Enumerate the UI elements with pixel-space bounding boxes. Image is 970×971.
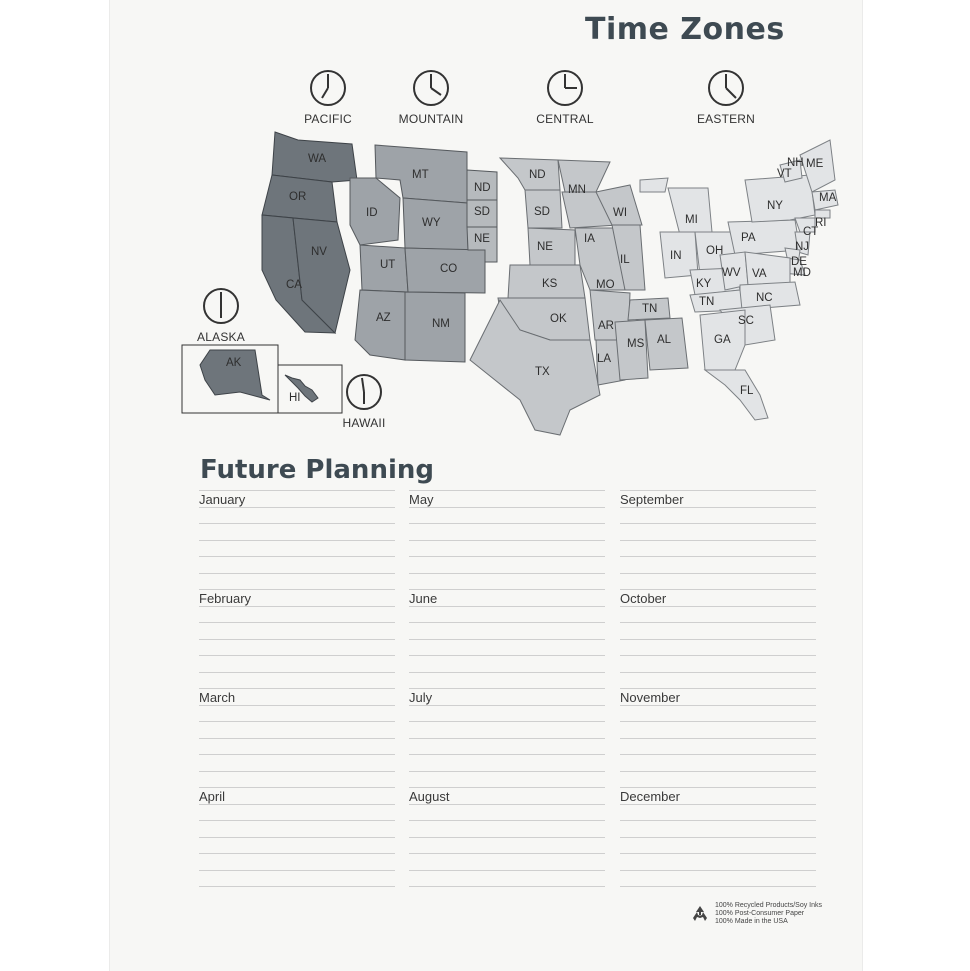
writing-line: [620, 639, 816, 640]
writing-line: [199, 490, 395, 491]
state-label: DE: [791, 256, 807, 268]
state-label: ND: [529, 169, 546, 181]
writing-line: [199, 837, 395, 838]
state-label: MA: [819, 192, 837, 204]
writing-line: [620, 837, 816, 838]
state-label: NM: [432, 318, 450, 330]
writing-line: [620, 787, 816, 788]
state-label: MO: [596, 279, 615, 291]
state-label: TX: [535, 366, 550, 378]
state-label: WA: [308, 153, 327, 165]
zone-label-alaska: ALASKA: [197, 330, 245, 344]
state-label: MN: [568, 184, 586, 196]
writing-line: [620, 870, 816, 871]
writing-line: [199, 820, 395, 821]
state-label: SD: [474, 206, 490, 218]
state-label: UT: [380, 259, 396, 271]
state-label: NC: [756, 292, 773, 304]
writing-line: [199, 573, 395, 574]
zone-label-hawaii: HAWAII: [342, 416, 386, 430]
writing-line: [620, 523, 816, 524]
state-label: NV: [311, 246, 327, 258]
writing-line: [199, 886, 395, 887]
writing-line: [409, 804, 605, 805]
state-label: IN: [670, 250, 682, 262]
writing-line: [409, 738, 605, 739]
footer-line: 100% Post-Consumer Paper: [715, 910, 805, 917]
state-label: IA: [584, 233, 595, 245]
writing-line: [199, 540, 395, 541]
state-label: ME: [806, 158, 824, 170]
writing-line: [620, 771, 816, 772]
month-label: March: [199, 690, 236, 705]
writing-line: [620, 820, 816, 821]
writing-line: [409, 507, 605, 508]
state-label: IL: [620, 254, 630, 266]
state-label: MD: [793, 267, 811, 279]
page-title: Time Zones: [585, 12, 785, 47]
writing-line: [409, 490, 605, 491]
writing-line: [199, 688, 395, 689]
writing-line: [620, 688, 816, 689]
month-label: February: [199, 591, 252, 606]
planning-title: Future Planning: [200, 455, 434, 485]
writing-line: [199, 853, 395, 854]
writing-line: [620, 804, 816, 805]
writing-line: [620, 573, 816, 574]
writing-line: [199, 721, 395, 722]
state-label: NY: [767, 200, 783, 212]
writing-line: [409, 655, 605, 656]
state-label: AZ: [376, 312, 391, 324]
writing-line: [409, 688, 605, 689]
state-label: SC: [738, 315, 754, 327]
zone-label-mountain: MOUNTAIN: [398, 112, 464, 126]
month-label: April: [199, 789, 226, 804]
state-label: NE: [474, 233, 490, 245]
writing-line: [620, 672, 816, 673]
state-label: WI: [613, 207, 628, 219]
writing-line: [409, 886, 605, 887]
state-label: CA: [286, 279, 302, 291]
writing-line: [199, 738, 395, 739]
state-label: CO: [440, 263, 458, 275]
state-label: KS: [542, 278, 558, 290]
writing-line: [199, 639, 395, 640]
state-label: VA: [752, 268, 767, 280]
footer-text: [715, 902, 822, 926]
writing-line: [199, 771, 395, 772]
month-label: January: [199, 492, 246, 507]
writing-line: [620, 622, 816, 623]
writing-line: [409, 853, 605, 854]
writing-line: [620, 754, 816, 755]
state-label: WV: [722, 267, 741, 279]
state-label: MI: [685, 214, 698, 226]
writing-line: [199, 672, 395, 673]
writing-line: [409, 771, 605, 772]
state-label: RI: [815, 217, 827, 229]
writing-line: [199, 870, 395, 871]
state-label: HI: [289, 392, 301, 404]
writing-line: [620, 705, 816, 706]
state-label: WY: [422, 217, 441, 229]
writing-line: [199, 622, 395, 623]
state-label: ND: [474, 182, 491, 194]
central-zone: [470, 158, 688, 435]
writing-line: [409, 820, 605, 821]
writing-line: [199, 556, 395, 557]
state-label: CT: [803, 226, 819, 238]
zone-label-eastern: EASTERN: [696, 112, 756, 126]
month-label: May: [409, 492, 434, 507]
writing-line: [620, 556, 816, 557]
writing-line: [199, 589, 395, 590]
recycle-icon: [690, 904, 710, 924]
writing-line: [199, 655, 395, 656]
writing-line: [620, 490, 816, 491]
state-label: OR: [289, 191, 307, 203]
writing-line: [199, 606, 395, 607]
writing-line: [620, 721, 816, 722]
month-label: August: [409, 789, 450, 804]
writing-line: [199, 507, 395, 508]
writing-line: [409, 606, 605, 607]
eastern-zone: [640, 140, 838, 420]
writing-line: [409, 705, 605, 706]
state-label: AL: [657, 334, 672, 346]
month-label: October: [620, 591, 667, 606]
state-label: AR: [598, 320, 614, 332]
state-label: OH: [706, 245, 724, 257]
writing-line: [199, 787, 395, 788]
writing-line: [199, 754, 395, 755]
writing-line: [620, 540, 816, 541]
state-label: MT: [412, 169, 429, 181]
state-label: FL: [740, 385, 754, 397]
writing-line: [199, 804, 395, 805]
writing-line: [620, 589, 816, 590]
writing-line: [409, 787, 605, 788]
month-label: July: [409, 690, 433, 705]
state-label: SD: [534, 206, 550, 218]
writing-line: [620, 738, 816, 739]
writing-line: [409, 540, 605, 541]
footer-line: 100% Recycled Products/Soy Inks: [715, 902, 822, 909]
month-label: June: [409, 591, 438, 606]
month-label: November: [620, 690, 680, 705]
state-label: KY: [696, 278, 712, 290]
state-label: LA: [597, 353, 612, 365]
writing-line: [409, 622, 605, 623]
state-label: VT: [777, 168, 792, 180]
state-label: NH: [787, 157, 804, 169]
state-label: NE: [537, 241, 553, 253]
zone-label-pacific: PACIFIC: [304, 112, 352, 126]
writing-line: [620, 507, 816, 508]
state-label: MS: [627, 338, 645, 350]
writing-line: [409, 556, 605, 557]
writing-line: [409, 672, 605, 673]
writing-line: [409, 573, 605, 574]
writing-line: [620, 886, 816, 887]
writing-line: [620, 606, 816, 607]
writing-line: [409, 589, 605, 590]
writing-line: [409, 639, 605, 640]
writing-line: [409, 837, 605, 838]
state-label: ID: [366, 207, 378, 219]
state-label: OK: [550, 313, 567, 325]
footer-line: 100% Made in the USA: [715, 918, 788, 925]
state-label: TN: [699, 296, 715, 308]
writing-line: [409, 754, 605, 755]
writing-line: [199, 705, 395, 706]
writing-line: [620, 853, 816, 854]
zone-label-central: CENTRAL: [536, 112, 594, 126]
writing-line: [409, 523, 605, 524]
state-label: AK: [226, 357, 242, 369]
writing-line: [409, 721, 605, 722]
writing-line: [199, 523, 395, 524]
writing-line: [409, 870, 605, 871]
state-label: NJ: [795, 241, 810, 253]
month-label: September: [620, 492, 684, 507]
writing-line: [620, 655, 816, 656]
state-label: GA: [714, 334, 731, 346]
state-label: PA: [741, 232, 756, 244]
month-label: December: [620, 789, 680, 804]
state-label: TN: [642, 303, 658, 315]
